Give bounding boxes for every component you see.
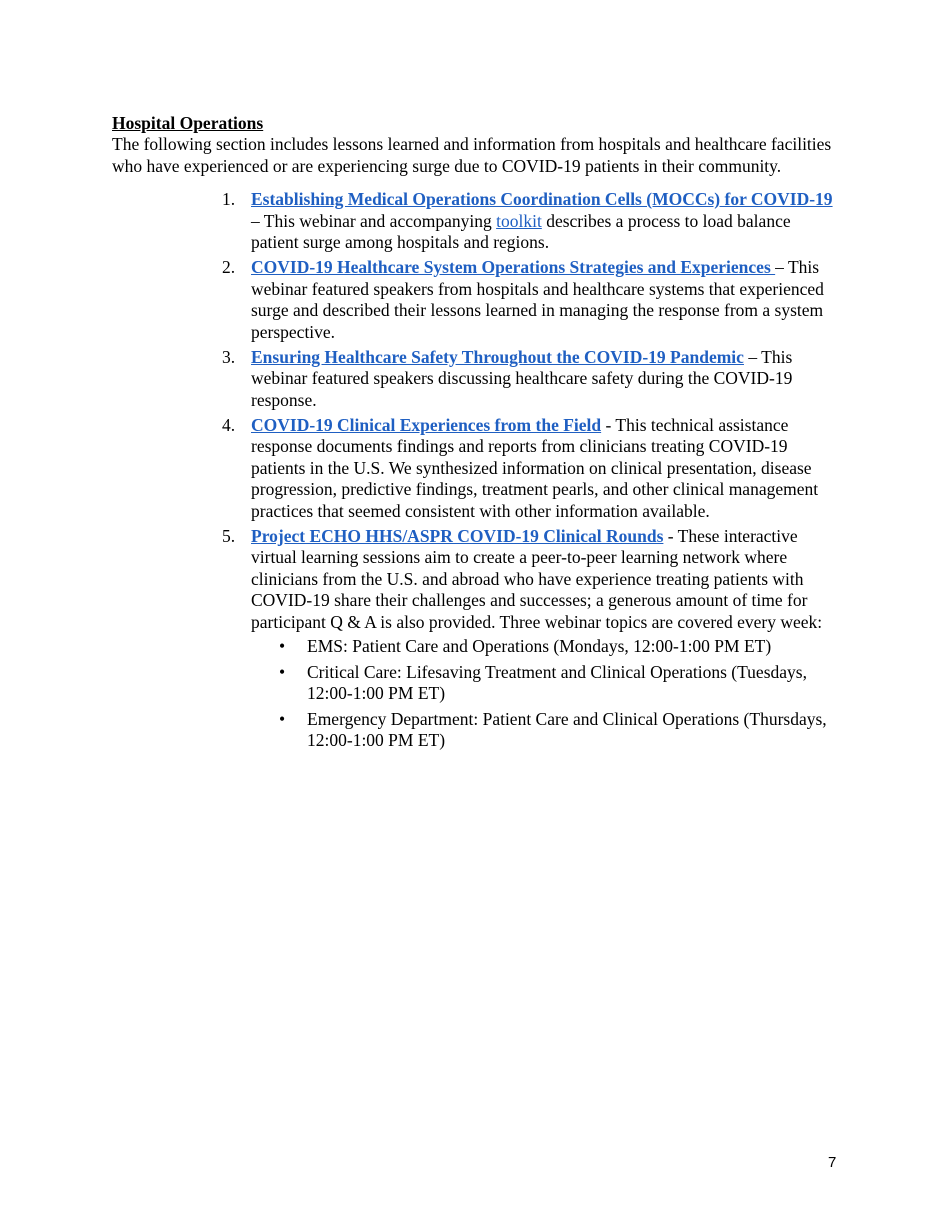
bullet-item — [251, 662, 842, 705]
section-intro: The following section includes lessons learned and information from hospitals and healthcare facilities who have experienced or are experiencing surge due to COVID-19 patients in their community. — [112, 134, 832, 176]
bullet-item — [251, 636, 842, 658]
list-item — [222, 347, 842, 412]
page-number: 7 — [828, 1154, 837, 1171]
bullet-icon: • — [279, 708, 286, 729]
list-item — [222, 415, 842, 523]
bullet-icon: • — [279, 636, 286, 656]
list-item — [222, 189, 842, 254]
system-operations-link[interactable]: COVID-19 Healthcare System Operations Strategies and Experiences — [251, 257, 776, 277]
item-description: – This webinar and accompanying — [251, 210, 497, 231]
bullet-text: Critical Care: Lifesaving Treatment and Clinical Operations (Tuesdays, 12:00-1:00 PM ET) — [307, 661, 807, 703]
resource-list — [222, 189, 842, 756]
item-number: 4. — [222, 414, 236, 435]
bullet-item — [251, 709, 842, 752]
item-description: – This webinar featured speakers from hospitals and healthcare systems that experienced surge and described their lessons learned in managing the response from a system perspective. — [251, 257, 824, 342]
bullet-text: EMS: Patient Care and Operations (Mondays, 12:00-1:00 PM ET) — [307, 636, 772, 656]
toolkit-link[interactable]: toolkit — [496, 210, 542, 231]
list-item — [222, 526, 842, 752]
bullet-text: Emergency Department: Patient Care and Clinical Operations (Thursdays, 12:00-1:00 PM ET) — [307, 708, 827, 750]
item-description: - These interactive virtual learning sessions aim to create a peer-to-peer learning network where clinicians from the U.S. and abroad who have experience treating patients with COVID-19 share their challenges and successes; a generous amount of time for participant Q & A is also provided. Three webinar topics are covered every week: — [251, 525, 823, 632]
item-description-cont: describes a process to load balance patient surge among hospitals and regions. — [251, 210, 791, 252]
webinar-topics-list — [251, 636, 842, 752]
mocc-webinar-link[interactable]: Establishing Medical Operations Coordination Cells (MOCCs) for COVID-19 — [251, 189, 833, 209]
item-number: 2. — [222, 257, 236, 277]
item-number: 1. — [222, 189, 236, 209]
item-description: - This technical assistance response documents findings and reports from clinicians treating COVID-19 patients in the U.S. We synthesized information on clinical presentation, disease progression, predictive findings, treatment pearls, and other clinical management practices that seemed consistent with other information available. — [251, 414, 819, 521]
section-heading: Hospital Operations — [112, 113, 264, 133]
healthcare-safety-link[interactable]: Ensuring Healthcare Safety Throughout the COVID-19 Pandemic — [251, 346, 744, 367]
bullet-icon: • — [279, 661, 286, 682]
project-echo-link[interactable]: Project ECHO HHS/ASPR COVID-19 Clinical Rounds — [251, 525, 664, 546]
item-number: 3. — [222, 346, 236, 367]
item-number: 5. — [222, 525, 236, 546]
list-item — [222, 257, 842, 343]
item-description: – This webinar featured speakers discussing healthcare safety during the COVID-19 response. — [251, 346, 793, 410]
clinical-experiences-link[interactable]: COVID-19 Clinical Experiences from the Field — [251, 414, 602, 435]
